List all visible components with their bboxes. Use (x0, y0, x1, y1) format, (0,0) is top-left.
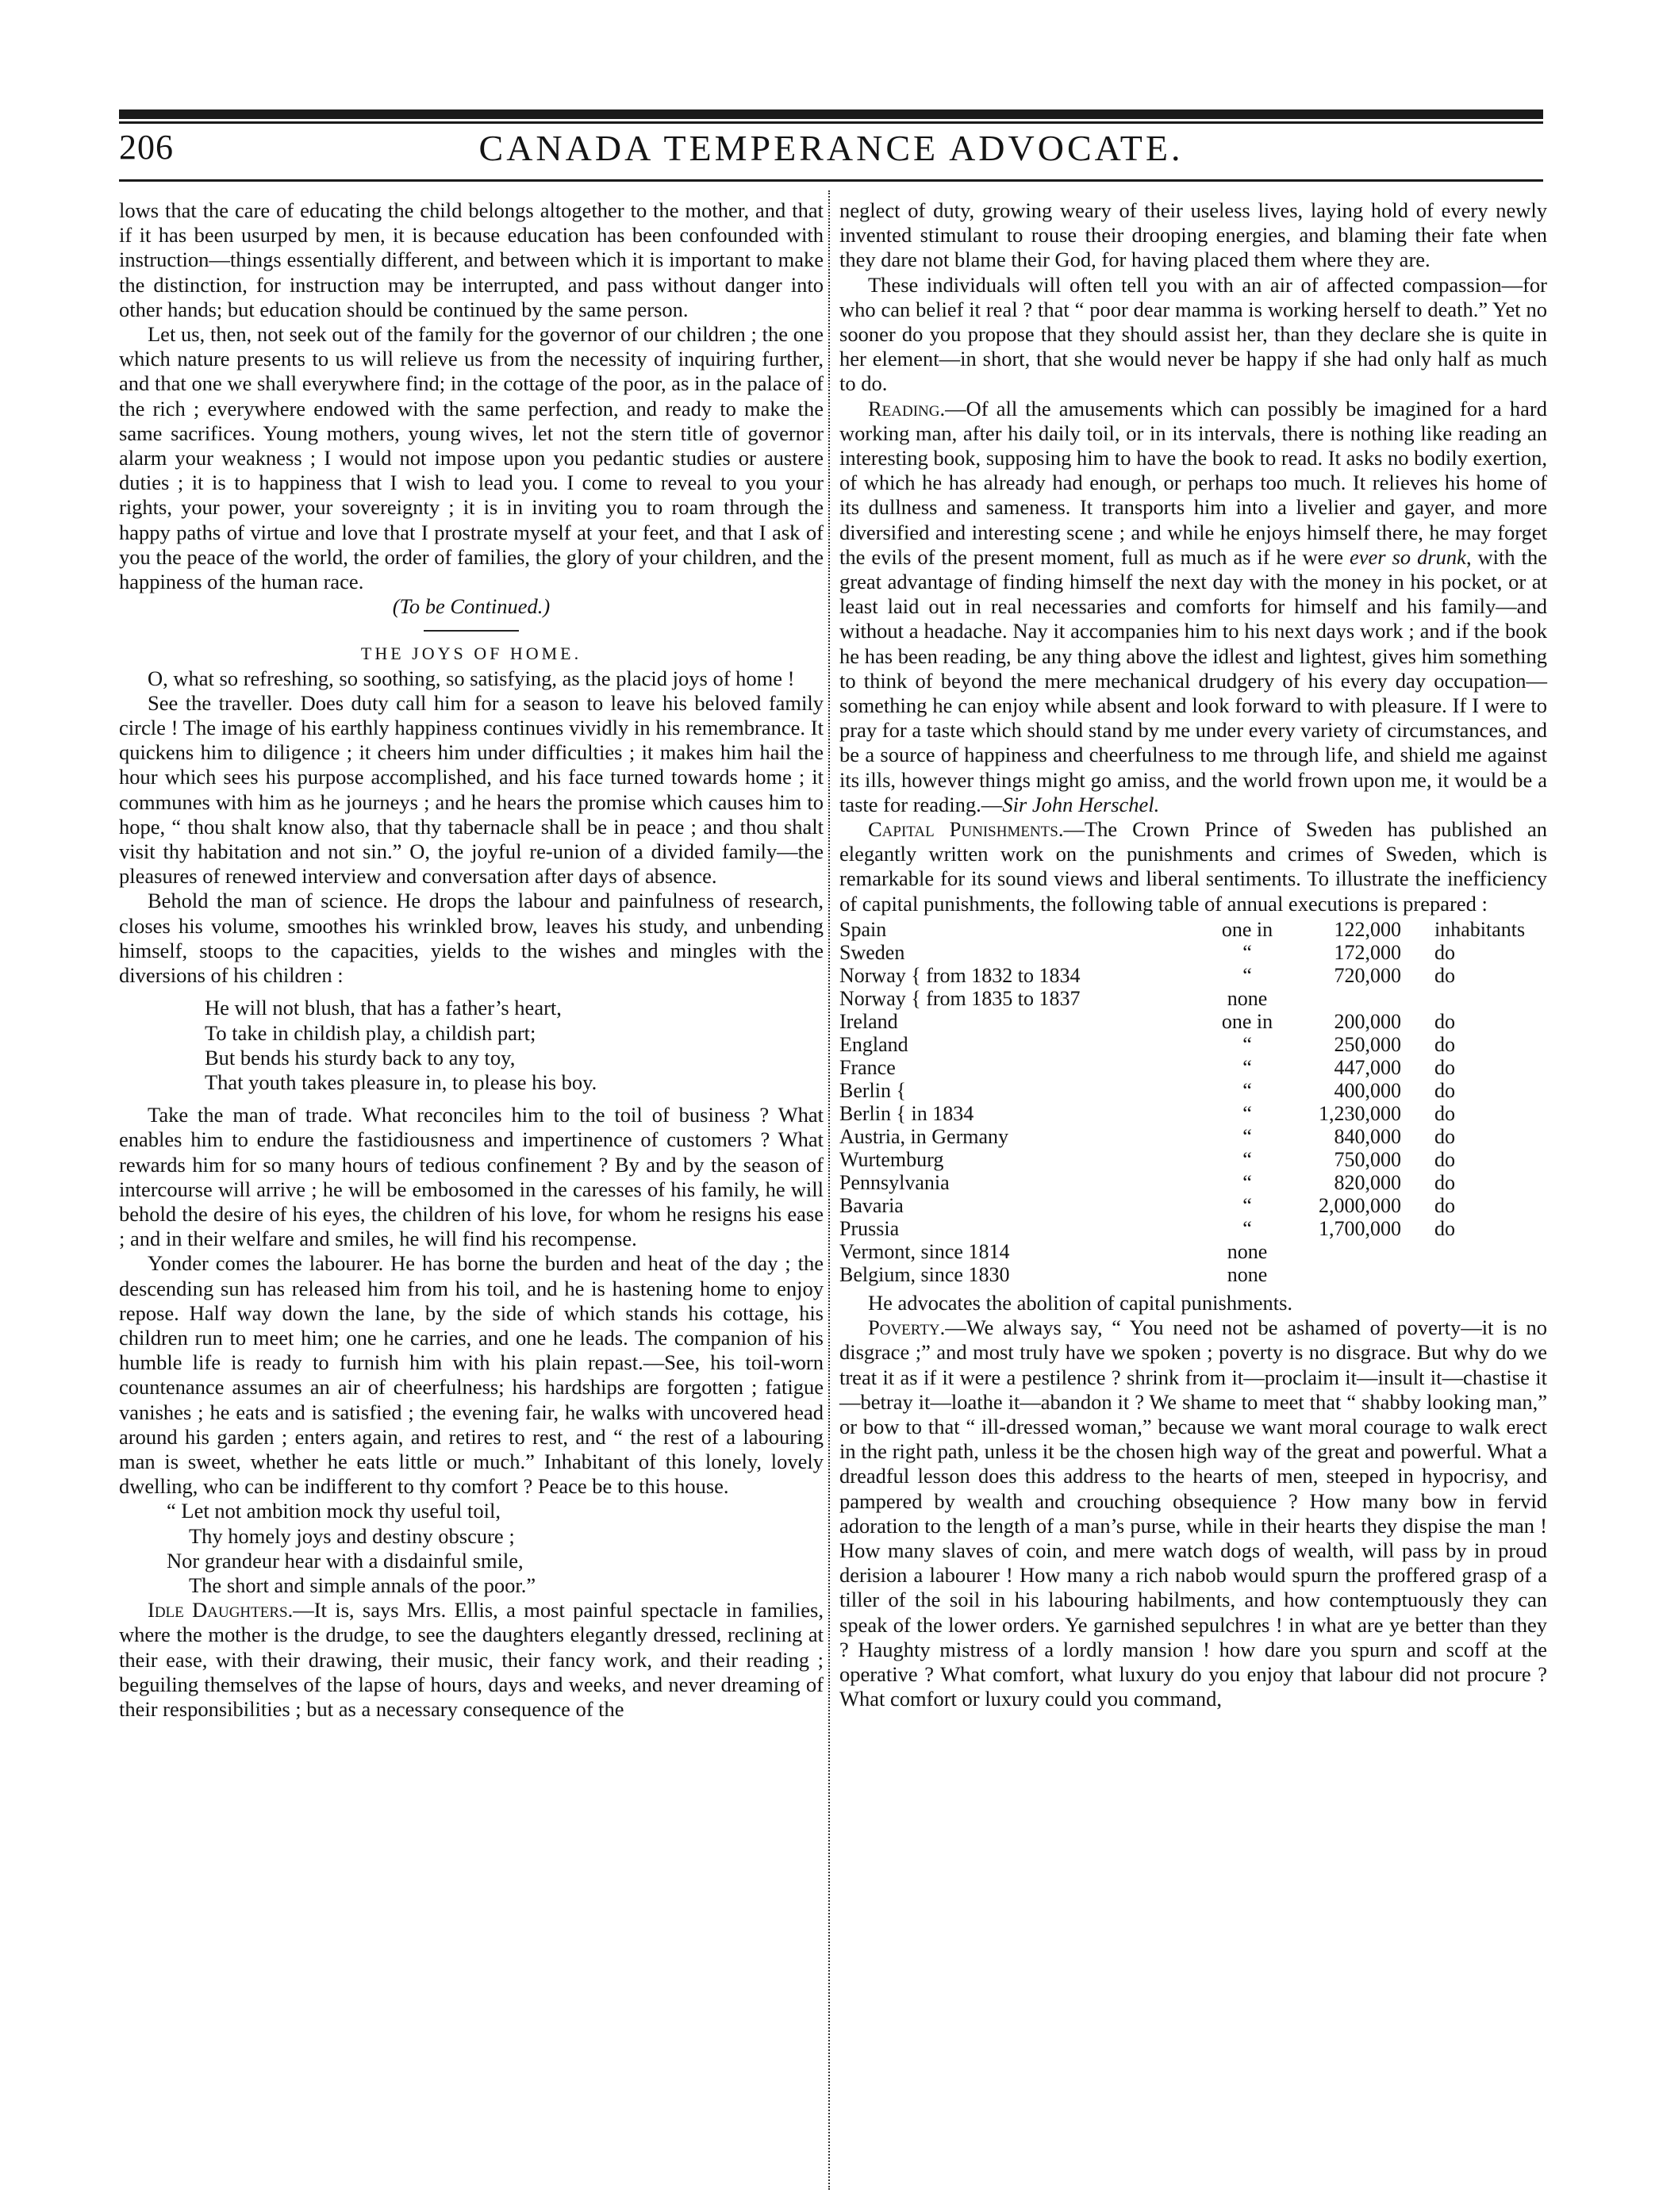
table-cell-ratio: “ (1242, 1193, 1252, 1217)
verse-line: Thy homely joys and destiny obscure ; (189, 1523, 515, 1548)
paragraph: See the traveller. Does duty call him for a season to leave his beloved family circle ! The image of his earthly happiness continues vividly in his remembrance. It quickens him to diligence ; it cheers him under difficulties ; it makes him hail the hour which sees his purpose accomplished, and his face turned towards home ; it communes with him as he journeys ; and he hears the promise which causes him to hope, “ thou shalt know also, that thy tabernacle shall be in peace ; and thou shalt visit thy habitation and not sin.” O, the joyful re-union of a divided family—the pleasures of renewed interview and conversation after days of absence. (119, 690, 824, 889)
table-cell-ratio: “ (1242, 1055, 1252, 1079)
paragraph (839, 817, 1547, 916)
section-head: Poverty. (868, 1315, 946, 1340)
header-rule-thin (119, 121, 1543, 124)
table-cell-number (1282, 987, 1417, 1010)
verse-line: But bends his sturdy back to any toy, (205, 1045, 516, 1070)
paragraph (839, 397, 1547, 817)
paragraph-text: —It is, says Mrs. Ellis, a most painful spectacle in families, where the mother is the drudge, to see the daughters elegantly dressed, reclining at their ease, with their drawing, their music, their fancy work, and their reading ; beguiling themselves of the lapse of hours, days and weeks, and never dreaming of their responsibilities ; but as a necessary consequence of the (119, 1598, 824, 1721)
section-rule (424, 630, 519, 632)
italic-phrase: ever so drunk (1350, 544, 1466, 569)
table-cell-country: Belgium, since 1830 (839, 1262, 1010, 1286)
verse-line: To take in childish play, a childish part; (205, 1020, 536, 1045)
table-cell-ratio: “ (1242, 1216, 1252, 1240)
table-cell-number: 250,000 (1334, 1032, 1401, 1056)
left-column (119, 198, 824, 1722)
table-cell-ratio: “ (1242, 1078, 1252, 1102)
table-row (839, 1079, 1547, 1102)
signature: Sir John Herschel. (1002, 792, 1160, 816)
table-row (839, 1056, 1547, 1079)
paragraph-text: —We always say, “ You need not be ashamed of poverty—it is no disgrace ;” and most truly have we spoken ; poverty is no disgrace. But why do we treat it as if it were a pestilence ? shrink from it—proclaim it—insult it—chastise it—betray it—loathe it—abandon it ? We shame to meet that “ shabby looking man,” or bow to that “ ill-dressed woman,” because we want moral courage to walk erect in the right path, unless it be the chosen high way of the great and powerful. What a dreadful lesson does this address to the hearts of men, steeped in hypocrisy, and pampered by wealth and crouching obsequience ? How many bow in fervid adoration to the length of a man’s purse, while in their hearts they dispise the man ! How many slaves of coin, and mere watch dogs of wealth, will pass by in proud derision a labourer ! How many a rich nabob would spurn the proffered grasp of a tiller of the soil in his labouring habilments, and how contemptuously they can speak of the lower orders. Ye garnished sepulchres ! in what are ye better than they ? Haughty mistress of a lordly mansion ! how dare you spurn and scoff at the operative ? What comfort, what luxury do you enjoy that labour did not procure ? What comfort or luxury could you command, (839, 1315, 1547, 1711)
paragraph (839, 1315, 1547, 1711)
table-row (839, 1102, 1547, 1125)
table-cell-ratio: none (1227, 1262, 1268, 1286)
verse (119, 996, 824, 1095)
masthead-title: CANADA TEMPERANCE ADVOCATE. (478, 128, 1184, 168)
paragraph-text: , with the great advantage of finding himself the next day with the money in his pocket, or at least laid out in real necessaries and comforts for himself and his family—and without a headache. Nay it accompanies him to his next days work ; and if the book he has been reading, be any thing above the idlest and lightest, gives him something to think of beyond the mere mechanical drudgery of his every day occupation—something he can enjoy while absent and look forward to with pleasure. If I were to pray for a taste which should stand by me under every variety of circumstances, and be a source of happiness and cheerfulness to me through life, and shield me against its ills, however things might go amiss, and the world frown upon me, it would be a taste for reading.— (839, 544, 1547, 816)
article-title: THE JOYS OF HOME. (360, 643, 582, 664)
table-cell-unit: do (1434, 1009, 1455, 1033)
table-cell-number: 200,000 (1334, 1009, 1401, 1033)
table-cell-unit: inhabitants (1434, 917, 1526, 941)
table-cell-country: Ireland (839, 1009, 898, 1033)
paragraph: O, what so refreshing, so soothing, so satisfying, as the placid joys of home ! (148, 666, 795, 690)
table-cell-number: 172,000 (1334, 940, 1401, 964)
table-cell-country: Prussia (839, 1216, 900, 1240)
table-cell-unit: do (1434, 1170, 1455, 1194)
table-cell-number: 122,000 (1334, 917, 1401, 941)
paragraph-text: —The Crown Prince of Sweden has published an elegantly written work on the punishments and crimes of Sweden, which is remarkable for its sound views and liberal sentiments. To illustrate the inefficiency of capital punishments, the following table of annual executions is prepared : (839, 817, 1547, 916)
table-row (839, 1217, 1547, 1240)
table-cell-unit: do (1434, 1032, 1455, 1056)
table-cell-unit: do (1434, 1124, 1455, 1148)
table-cell-number: 400,000 (1334, 1078, 1401, 1102)
verse-line: Nor grandeur hear with a disdainful smile, (167, 1548, 524, 1573)
paragraph (119, 1598, 824, 1722)
table-cell-unit: do (1434, 1193, 1455, 1217)
table-cell-ratio: one in (1221, 1009, 1273, 1033)
table-cell-number (1282, 1263, 1417, 1286)
table-cell-country: Norway { from 1835 to 1837 (839, 986, 1081, 1010)
table-row (839, 941, 1547, 964)
table-cell-ratio: “ (1242, 940, 1252, 964)
table-cell-ratio: “ (1242, 1147, 1252, 1171)
table-cell-country: Berlin { in 1834 (839, 1101, 974, 1125)
verse (119, 1499, 824, 1598)
table-cell-unit (1417, 1263, 1547, 1286)
table-cell-country: Spain (839, 917, 887, 941)
verse-line: He will not blush, that has a father’s heart, (205, 996, 562, 1020)
table-cell-unit (1417, 1240, 1547, 1263)
table-cell-ratio: one in (1221, 917, 1273, 941)
table-cell-number (1282, 1240, 1417, 1263)
paragraph: He advocates the abolition of capital punishments. (868, 1290, 1293, 1315)
table-cell-ratio: “ (1242, 963, 1252, 987)
header-rule-thick (119, 109, 1543, 119)
table-cell-ratio: none (1227, 986, 1268, 1010)
table-cell-number: 1,700,000 (1319, 1216, 1401, 1240)
table-cell-number: 2,000,000 (1319, 1193, 1401, 1217)
table-cell-country: Sweden (839, 940, 905, 964)
table-cell-country: Bavaria (839, 1193, 904, 1217)
table-cell-unit: do (1434, 1216, 1455, 1240)
table-cell-unit: do (1434, 940, 1455, 964)
table-row (839, 1033, 1547, 1056)
section-head: Reading. (868, 396, 946, 421)
table-cell-ratio: “ (1242, 1124, 1252, 1148)
table-cell-country: Pennsylvania (839, 1170, 950, 1194)
table-cell-unit: do (1434, 963, 1455, 987)
table-cell-ratio: “ (1242, 1032, 1252, 1056)
table-cell-country: Austria, in Germany (839, 1124, 1009, 1148)
paragraph: lows that the care of educating the child belongs altogether to the mother, and that if it has been usurped by men, it is because education has been confounded with instruction—things essentially different, and between which it is important to make the distinction, for instruction may be interrupted, and pass without danger into other hands; but education should be continued by the same person. (119, 198, 824, 321)
masthead-underline (119, 179, 1543, 182)
table-row (839, 1148, 1547, 1171)
verse-line: “ Let not ambition mock thy useful toil, (167, 1499, 501, 1523)
table-row (839, 1171, 1547, 1194)
table-cell-country: Wurtemburg (839, 1147, 944, 1171)
table-row (839, 1240, 1547, 1263)
paragraph: Take the man of trade. What reconciles him to the toil of business ? What enables him to endure the fastidiousness and impertinence of customers ? What rewards him for so many hours of tedious confinement ? By and by the season of intercourse will arrive ; he will be embosomed in the caresses of his family, he will behold the desire of his eyes, the children of his love, for whom he resigns his ease ; and in their welfare and smiles, he will find his recompense. (119, 1103, 824, 1251)
table-cell-country: Norway { from 1832 to 1834 (839, 963, 1081, 987)
table-cell-ratio: none (1227, 1239, 1268, 1263)
table-cell-country: England (839, 1032, 908, 1056)
column-divider (828, 190, 830, 2190)
paragraph: neglect of duty, growing weary of their useless lives, laying hold of every newly invented stimulant to rouse their drooping energies, and blaming their fate when they dare not blame their God, for having placed them where they are. (839, 198, 1547, 272)
table-cell-ratio: “ (1242, 1170, 1252, 1194)
table-cell-unit: do (1434, 1055, 1455, 1079)
paragraph: Behold the man of science. He drops the labour and painfulness of research, closes his volume, smoothes his wrinkled brow, leaves his study, and unbending himself, stoops to the capacities, yields to the wishes and mingles with the diversions of his children : (119, 889, 824, 988)
table-cell-unit (1417, 987, 1547, 1010)
table-row (839, 987, 1547, 1010)
table-cell-unit: do (1434, 1101, 1455, 1125)
paragraph: Yonder comes the labourer. He has borne the burden and heat of the day ; the descending sun has released him from his toil, and he is hastening home to enjoy repose. Half way down the lane, by the side of which stands his cottage, his children run to meet him; one he carries, and one he leads. The companion of his humble life is ready to furnish him with his plain repast.—See, his toil-worn countenance assumes an air of cheerfulness; his hardships are forgotten ; fatigue vanishes ; he eats and is satisfied ; the evening fair, he walks with uncovered head around his garden ; enters again, and retires to rest, and “ the rest of a labouring man is sweet, whether he eats little or much.” Inhabitant of this lonely, lovely dwelling, who can be indifferent to thy comfort ? Peace be to this house. (119, 1251, 824, 1499)
table-cell-number: 840,000 (1334, 1124, 1401, 1148)
table-cell-ratio: “ (1242, 1101, 1252, 1125)
table-cell-number: 1,230,000 (1319, 1101, 1401, 1125)
table-cell-number: 447,000 (1334, 1055, 1401, 1079)
table-cell-number: 750,000 (1334, 1147, 1401, 1171)
table-cell-country: Vermont, since 1814 (839, 1239, 1010, 1263)
executions-table (839, 918, 1547, 1286)
section-head: Capital Punishments. (868, 817, 1064, 842)
table-cell-unit: do (1434, 1078, 1455, 1102)
table-row (839, 1010, 1547, 1033)
verse-line: That youth takes pleasure in, to please his boy. (205, 1070, 597, 1094)
right-column (839, 198, 1547, 1711)
table-row (839, 1263, 1547, 1286)
section-head: Idle Daughters. (148, 1598, 294, 1623)
paragraph: Let us, then, not seek out of the family for the governor of our children ; the one which nature presents to us will relieve us from the necessity of inquiring further, and that one we shall everywhere find; in the cottage of the poor, as in the palace of the rich ; everywhere endowed with the same perfection, and ready to make the same sacrifices. Young mothers, young wives, let not the stern title of governor alarm your weakness ; I would not impose upon you pedantic studies or austere duties ; it is to happiness that I wish to lead you. I come to reveal to you your rights, your power, your sovereignty ; it is in inviting you to roam through the happy paths of virtue and love that I prostrate myself at your feet, and that I ask of you the peace of the world, the order of families, the glory of your children, and the happiness of the human race. (119, 322, 824, 594)
page-number: 206 (119, 128, 174, 167)
table-cell-unit: do (1434, 1147, 1455, 1171)
table-cell-number: 820,000 (1334, 1170, 1401, 1194)
table-row (839, 1194, 1547, 1217)
continued-note: (To be Continued.) (392, 594, 551, 619)
table-row (839, 964, 1547, 987)
paragraph: These individuals will often tell you with an air of affected compassion—for who can belief it real ? that “ poor dear mamma is working herself to death.” Yet no sooner do you propose that they should assist her, than they declare she is quite in her element—in short, that she would never be happy if she had only half as much to do. (839, 272, 1547, 396)
table-cell-country: Berlin { (839, 1078, 906, 1102)
table-cell-number: 720,000 (1334, 963, 1401, 987)
table-cell-country: France (839, 1055, 896, 1079)
verse-line: The short and simple annals of the poor.” (189, 1573, 536, 1597)
table-row (839, 1125, 1547, 1148)
paragraph-text: —Of all the amusements which can possibly be imagined for a hard working man, after his daily toil, or in its intervals, there is nothing like reading an interesting book, supposing him to have the book to read. It asks no bodily exertion, of which he has already had enough, or perhaps too much. It relieves his home of its dullness and sameness. It transports him into a livelier and gayer, and more diversified and interesting scene ; and while he enjoys himself there, he may forget the evils of the present moment, full as much as if he were (839, 396, 1547, 569)
page-header (119, 127, 1543, 175)
table-row (839, 918, 1547, 941)
